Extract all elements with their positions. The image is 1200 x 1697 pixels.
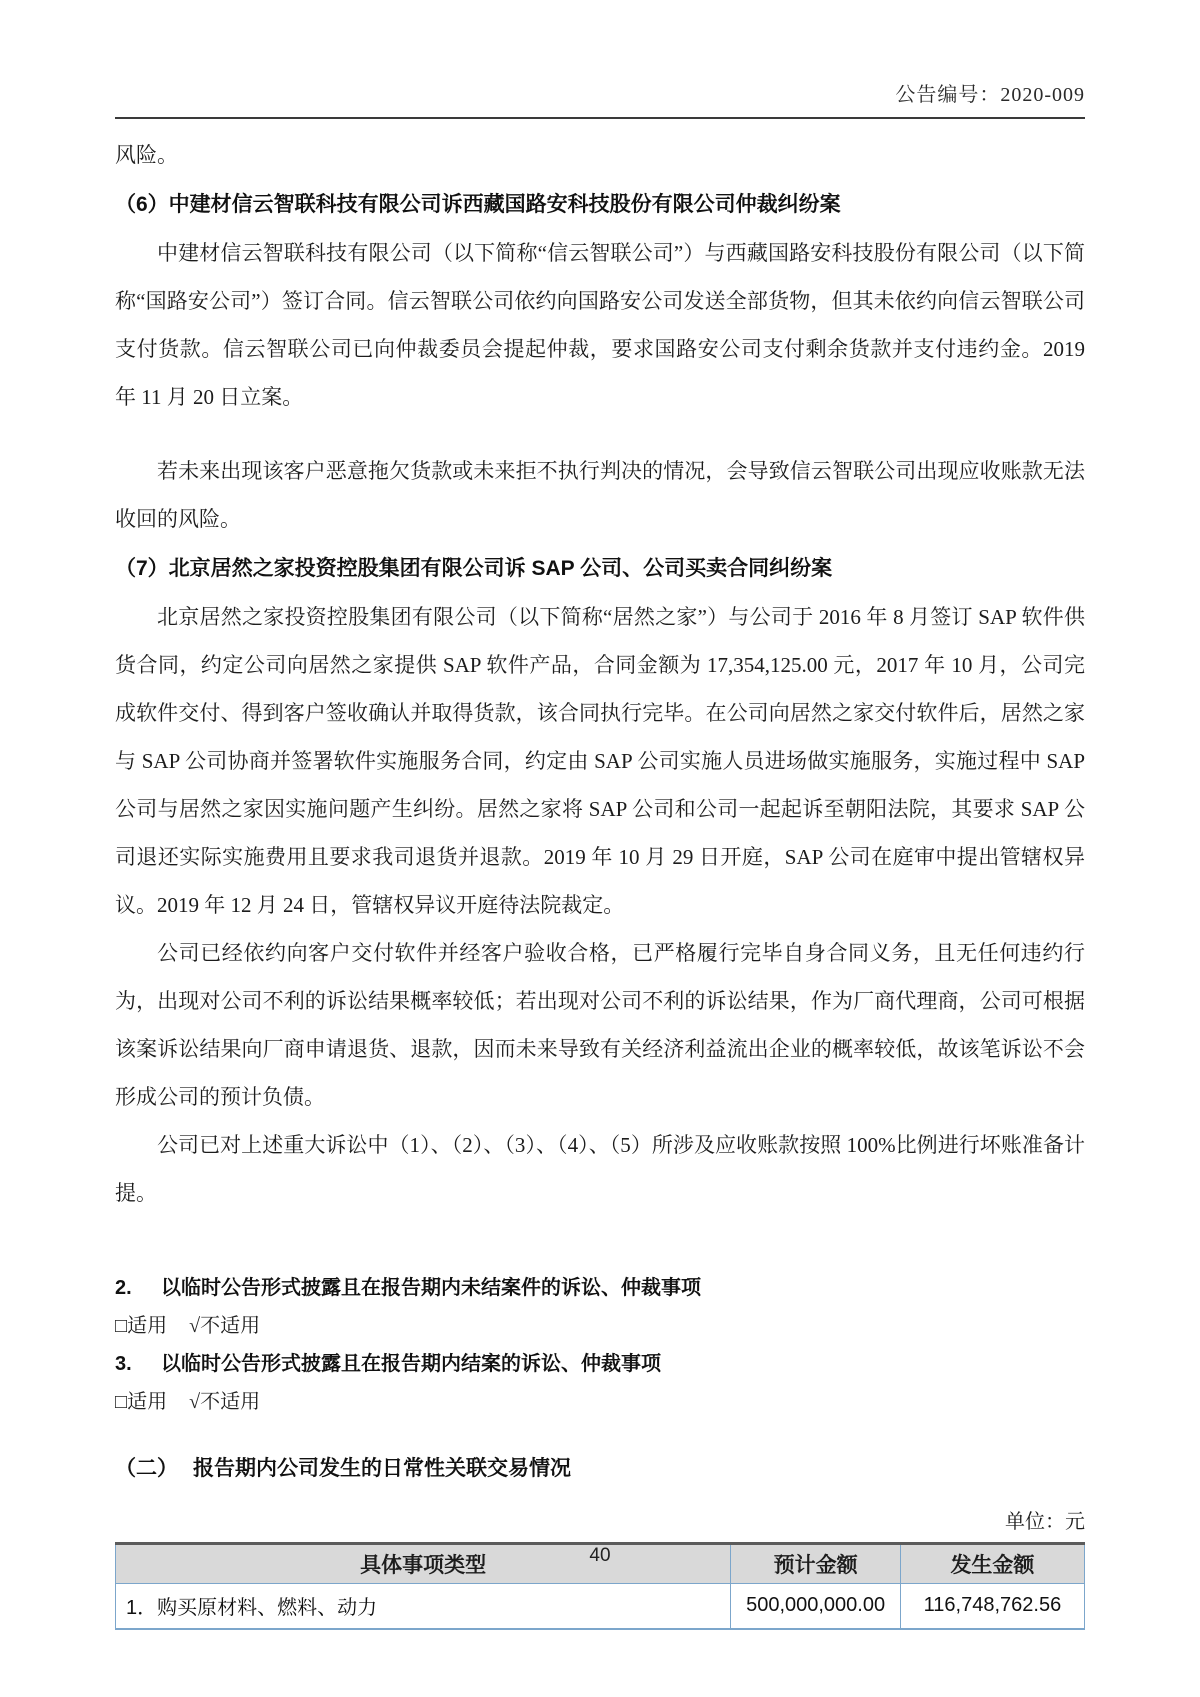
unit-label: 单位：元 <box>1005 1511 1085 1533</box>
case7-paragraph-2: 公司已经依约向客户交付软件并经客户验收合格，已严格履行完毕自身合同义务，且无任何违约行为，出现对公司不利的诉讼结果概率较低；若出现对公司不利的诉讼结果，作为厂商代理商，公司可根据该案诉讼结果向厂商申请退货、退款，因而未来导致有关经济利益流出企业的概率较低，故该笔诉讼不会形成公司的预计负债。 <box>115 941 1085 1109</box>
column-header-estimated-amount: 预计金额 <box>731 1544 901 1584</box>
item2-heading <box>115 1269 1085 1307</box>
row1-estimated-amount: 500,000,000.00 <box>731 1584 901 1629</box>
item2-title: 以临时公告形式披露且在报告期内未结案件的诉讼、仲裁事项 <box>161 1277 701 1299</box>
case7-paragraph-3: 公司已对上述重大诉讼中（1）、（2）、（3）、（4）、（5）所涉及应收账款按照 100%比例进行坏账准备计提。 <box>115 1133 1085 1205</box>
row1-incurred-amount: 116,748,762.56 <box>900 1584 1084 1629</box>
case6-heading: （6）中建材信云智联科技有限公司诉西藏国路安科技股份有限公司仲裁纠纷案 <box>115 193 841 216</box>
column-header-item-type: 具体事项类型 <box>116 1544 731 1584</box>
section2-heading <box>115 1447 1085 1491</box>
section2-label: （二） <box>115 1457 178 1480</box>
case7-heading: （7）北京居然之家投资控股集团有限公司诉 SAP 公司、公司买卖合同纠纷案 <box>115 557 833 580</box>
header-rule <box>115 117 1085 119</box>
item3-number: 3. <box>115 1353 132 1375</box>
item2-applicable-checkbox: □适用 <box>115 1315 168 1337</box>
paragraph-risk-continuation: 风险。 <box>115 143 178 167</box>
page-number: 40 <box>589 1545 611 1566</box>
item3-not-applicable-check: √不适用 <box>189 1391 261 1413</box>
table-row <box>116 1584 1085 1629</box>
row1-item-type: 1．购买原材料、燃料、动力 <box>116 1584 731 1629</box>
disclosure-items <box>115 1269 1085 1421</box>
item3-title: 以临时公告形式披露且在报告期内结案的诉讼、仲裁事项 <box>161 1353 661 1375</box>
column-header-incurred-amount: 发生金额 <box>900 1544 1084 1584</box>
doc-number: 公告编号：2020-009 <box>895 84 1085 106</box>
case6-paragraph-2: 若未来出现该客户恶意拖欠货款或未来拒不执行判决的情况，会导致信云智联公司出现应收账款无法收回的风险。 <box>115 459 1085 531</box>
item3-heading <box>115 1345 1085 1383</box>
item2-not-applicable-check: √不适用 <box>189 1315 261 1337</box>
section2-title: 报告期内公司发生的日常性关联交易情况 <box>193 1457 571 1480</box>
item3-applicable-checkbox: □适用 <box>115 1391 168 1413</box>
case7-paragraph-1: 北京居然之家投资控股集团有限公司（以下简称“居然之家”）与公司于 2016 年 8 月签订 SAP 软件供货合同，约定公司向居然之家提供 SAP 软件产品，合同金额为 17,354,125.00 元，2017 年 10 月，公司完成软件交付、得到客户签收确认并取得货款，该合同执行完毕。在公司向居然之家交付软件后，居然之家与 SAP 公司协商并签署软件实施服务合同，约定由 SAP 公司实施人员进场做实施服务，实施过程中 SAP 公司与居然之家因实施问题产生纠纷。居然之家将 SAP 公司和公司一起起诉至朝阳法院，其要求 SAP 公司退还实际实施费用且要求我司退货并退款。2019 年 10 月 29 日开庭，SAP 公司在庭审中提出管辖权异议。2019 年 12 月 24 日，管辖权异议开庭待法院裁定。 <box>115 605 1085 917</box>
item2-number: 2. <box>115 1277 132 1299</box>
item3-applicability-line <box>115 1383 1085 1421</box>
item2-applicability-line <box>115 1307 1085 1345</box>
case6-paragraph-1: 中建材信云智联科技有限公司（以下简称“信云智联公司”）与西藏国路安科技股份有限公司（以下简称“国路安公司”）签订合同。信云智联公司依约向国路安公司发送全部货物，但其未依约向信云智联公司支付货款。信云智联公司已向仲裁委员会提起仲裁，要求国路安公司支付剩余货款并支付违约金。2019 年 11 月 20 日立案。 <box>115 241 1085 409</box>
